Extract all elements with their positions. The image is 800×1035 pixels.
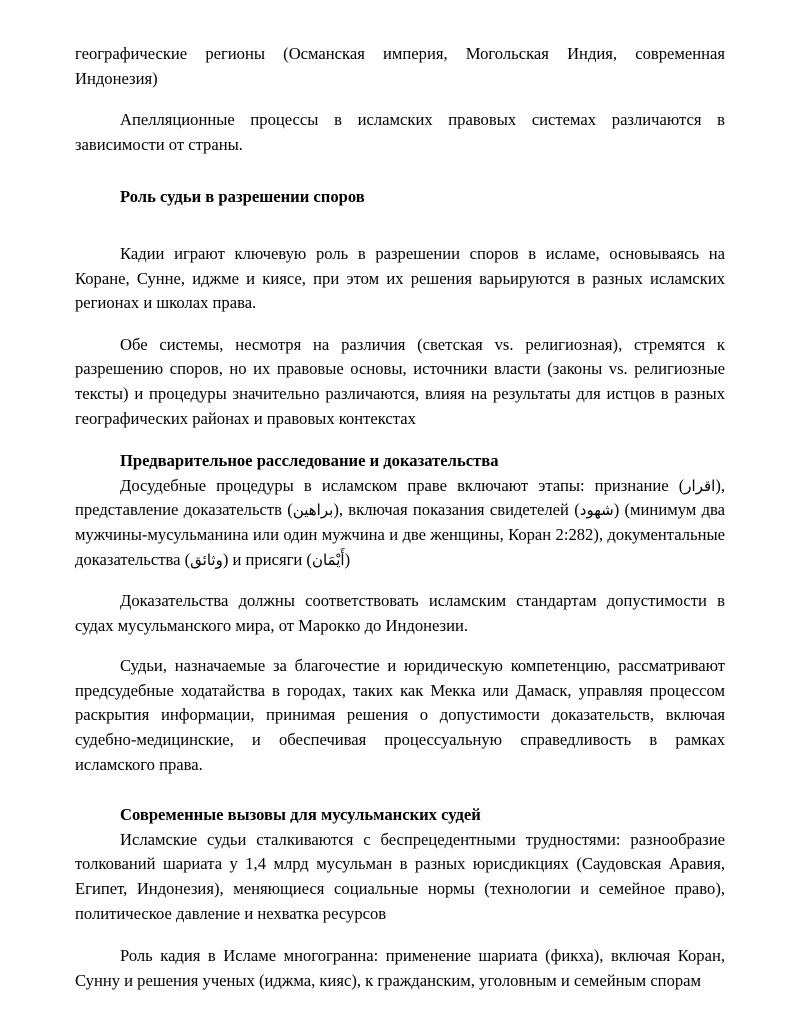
paragraph-systems-comparison: Обе системы, несмотря на различия (светская vs. религиозная), стремятся к разрешению споров, но их правовые основы, источники власти (законы vs. религиозные тексты) и процедуры значительно различаются, влияя на результаты для истцов в разных географических районах и правовых контекстах bbox=[75, 334, 725, 428]
text-segment: ), представление доказательств ( bbox=[75, 475, 725, 520]
text-segment: ) (минимум два мужчины-мусульманина или один мужчина и две женщины, Коран 2:282), документальные доказательства ( bbox=[75, 500, 726, 569]
text-segment: Досудебные процедуры в исламском праве включают этапы: признание ( bbox=[120, 475, 685, 495]
arabic-term-wathaiq: وثائق bbox=[190, 550, 223, 569]
heading-pretrial-evidence: Предварительное расследование и доказательства bbox=[120, 451, 499, 471]
heading-modern-challenges: Современные вызовы для мусульманских судей bbox=[120, 805, 481, 825]
paragraph-challenges: Исламские судьи сталкиваются с беспрецедентными трудностями: разнообразие толкований шариата у 1,4 млрд мусульман в разных юрисдикциях (Саудовская Аравия, Египет, Индонезия), меняющиеся социальные нормы (технологии и семейное право), политическое давление и нехватка ресурсов bbox=[75, 829, 725, 923]
heading-judge-role: Роль судьи в разрешении споров bbox=[120, 187, 365, 207]
arabic-term-ayman: أَيْمَان bbox=[311, 550, 345, 569]
paragraph-pretrial-procedures bbox=[75, 474, 725, 572]
paragraph-evidence-standards: Доказательства должны соответствовать исламским стандартам допустимости в судах мусульманского мира, от Марокко до Индонезии. bbox=[75, 591, 725, 635]
paragraph-regions: географические регионы (Османская империя, Могольская Индия, современная Индонезия) bbox=[75, 44, 725, 88]
document-page bbox=[75, 42, 725, 1011]
text-segment: ) и присяги ( bbox=[222, 549, 312, 569]
paragraph-appeals: Апелляционные процессы в исламских правовых системах различаются в зависимости от страны. bbox=[75, 110, 725, 154]
text-segment: ), включая показания свидетелей ( bbox=[333, 500, 580, 520]
paragraph-qadi-multifaceted: Роль кадия в Исламе многогранна: применение шариата (фикха), включая Коран, Сунну и решения ученых (иджма, кияс), к гражданским, уголовным и семейным спорам bbox=[75, 946, 725, 990]
text-segment: ) bbox=[344, 549, 351, 569]
paragraph-judges-pretrial: Судьи, назначаемые за благочестие и юридическую компетенцию, рассматривают предсудебные ходатайства в городах, таких как Мекка или Дамаск, управляя процессом раскрытия информации, принимая решения о допустимости доказательств, включая судебно-медицинские, и обеспечивая процессуальную справедливость в рамках исламского права. bbox=[75, 656, 725, 774]
arabic-term-shuhud: شهود bbox=[579, 501, 614, 520]
paragraph-qadi-role: Кадии играют ключевую роль в разрешении споров в исламе, основываясь на Коране, Сунне, иджме и киясе, при этом их решения варьируются в разных исламских регионах и школах права. bbox=[75, 243, 725, 313]
arabic-term-barahin: براهين bbox=[292, 501, 334, 520]
arabic-term-iqrar: اقرار bbox=[684, 476, 716, 495]
